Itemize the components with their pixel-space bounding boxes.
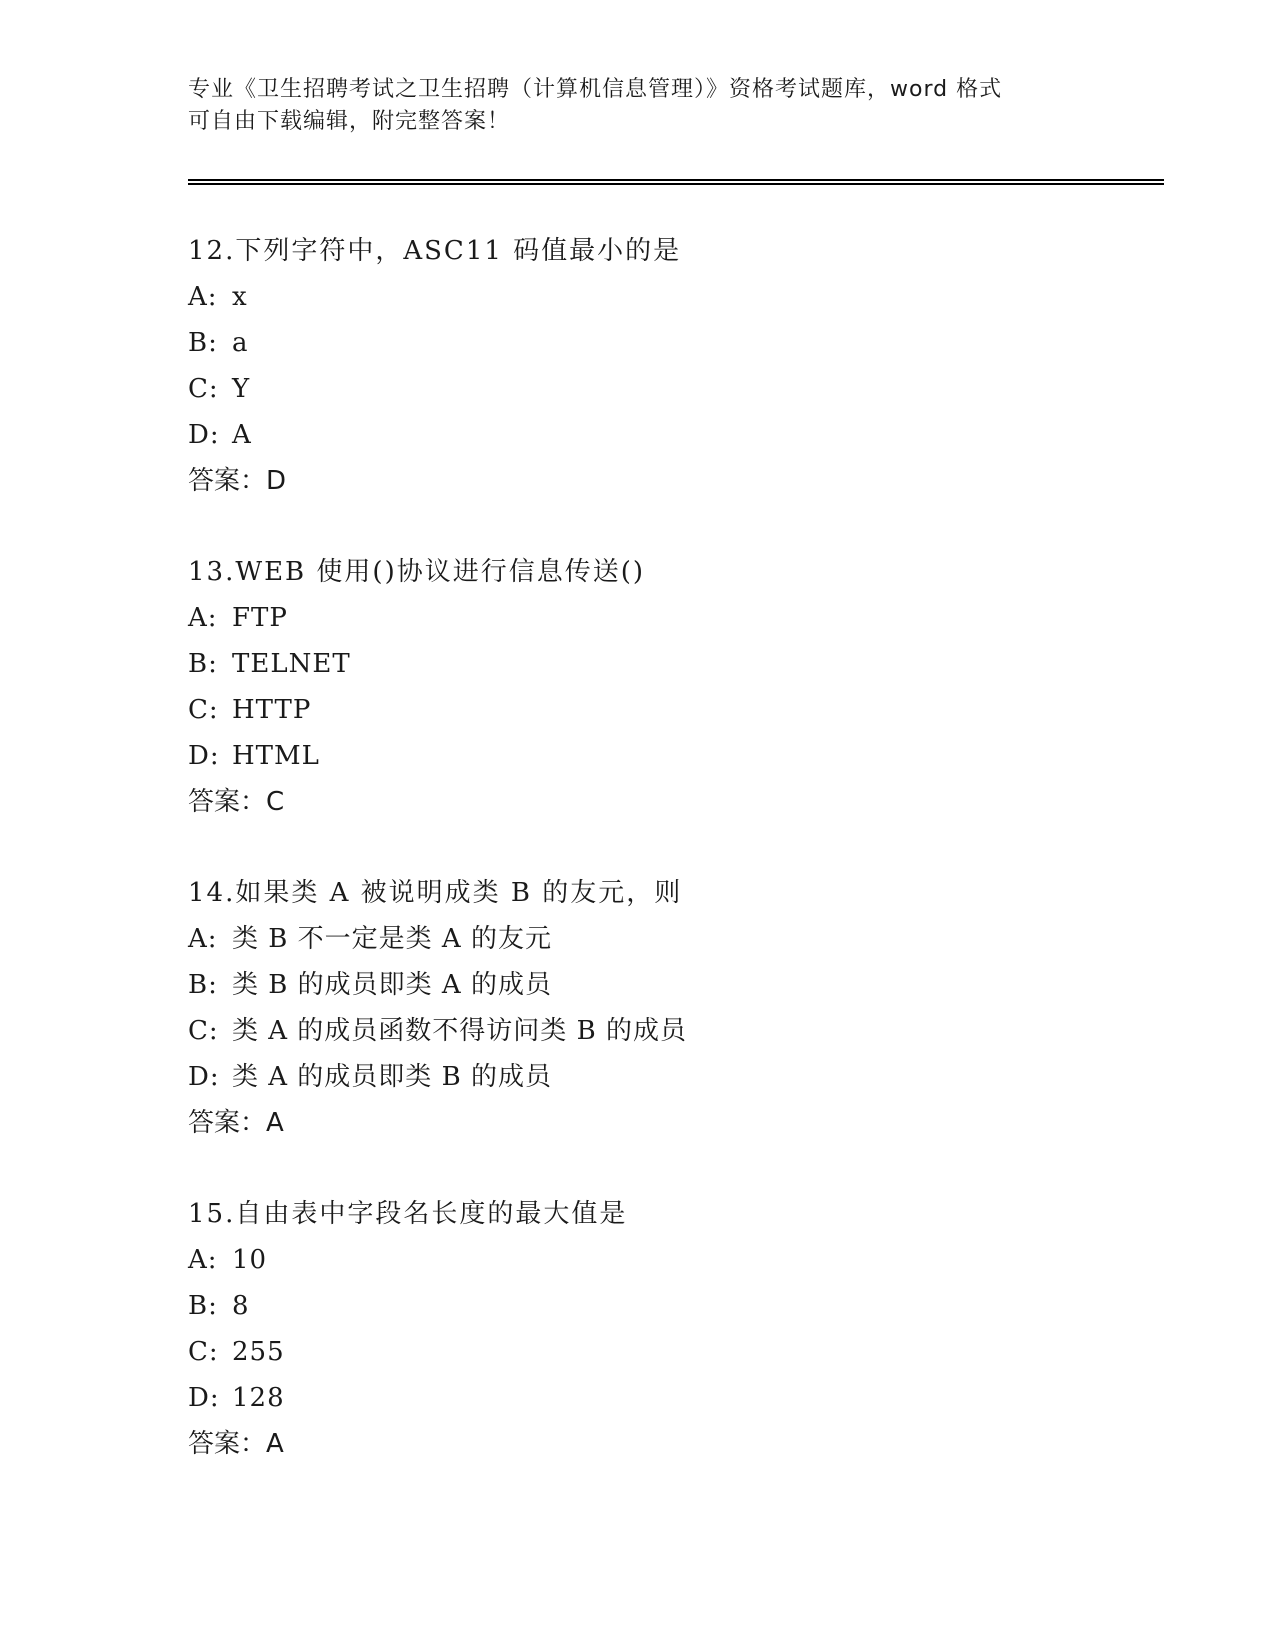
option-d [188, 1061, 1168, 1107]
option-a [188, 923, 1168, 969]
option-c [188, 1336, 1168, 1382]
option-value: a [232, 328, 249, 358]
question-12 [188, 235, 1168, 556]
answer-text: 答案：D [188, 466, 287, 496]
option-key: C: [188, 1337, 219, 1367]
question-13 [188, 556, 1168, 877]
document-header [188, 74, 1088, 138]
question-text: 14.如果类 A 被说明成类 B 的友元，则 [188, 878, 683, 908]
header-line-1: 专业《卫生招聘考试之卫生招聘（计算机信息管理）》资格考试题库，word 格式 [188, 77, 1003, 102]
option-value: 128 [232, 1383, 285, 1413]
option-key: B: [188, 1291, 218, 1321]
option-b [188, 969, 1168, 1015]
option-d [188, 419, 1168, 465]
option-value: 8 [232, 1291, 250, 1321]
double-divider [188, 179, 1164, 185]
question-text: 12.下列字符中，ASC11 码值最小的是 [188, 236, 682, 266]
option-value: HTML [232, 741, 320, 771]
option-value: A [232, 420, 252, 450]
question-15 [188, 1198, 1168, 1519]
question-list [188, 235, 1168, 1519]
option-b [188, 648, 1168, 694]
option-key: D: [188, 420, 220, 450]
option-value: 类 A 的成员函数不得访问类 B 的成员 [232, 1016, 687, 1046]
question-text: 13.WEB 使用()协议进行信息传送() [188, 557, 645, 587]
option-key: D: [188, 741, 220, 771]
option-key: B: [188, 649, 218, 679]
option-value: Y [232, 374, 251, 404]
option-key: D: [188, 1383, 220, 1413]
question-14 [188, 877, 1168, 1198]
option-c [188, 694, 1168, 740]
question-text: 15.自由表中字段名长度的最大值是 [188, 1199, 628, 1229]
option-c [188, 1015, 1168, 1061]
option-value: 类 B 不一定是类 A 的友元 [232, 924, 552, 954]
option-a [188, 281, 1168, 327]
option-c [188, 373, 1168, 419]
option-value: TELNET [232, 649, 351, 679]
option-key: B: [188, 970, 218, 1000]
option-value: FTP [232, 603, 288, 633]
option-key: A: [188, 924, 218, 954]
header-line-2: 可自由下载编辑，附完整答案！ [188, 109, 511, 134]
option-a [188, 1244, 1168, 1290]
option-key: C: [188, 1016, 219, 1046]
option-b [188, 1290, 1168, 1336]
answer-text: 答案：C [188, 787, 285, 817]
option-value: 类 A 的成员即类 B 的成员 [232, 1062, 552, 1092]
option-value: 10 [232, 1245, 268, 1275]
option-key: A: [188, 603, 218, 633]
option-d [188, 740, 1168, 786]
option-key: C: [188, 374, 219, 404]
option-b [188, 327, 1168, 373]
option-key: C: [188, 695, 219, 725]
option-key: D: [188, 1062, 220, 1092]
option-value: 255 [232, 1337, 285, 1367]
option-value: x [232, 282, 248, 312]
option-value: HTTP [232, 695, 312, 725]
answer-text: 答案：A [188, 1429, 284, 1459]
option-key: B: [188, 328, 218, 358]
option-key: A: [188, 1245, 218, 1275]
option-a [188, 602, 1168, 648]
option-value: 类 B 的成员即类 A 的成员 [232, 970, 552, 1000]
answer-text: 答案：A [188, 1108, 284, 1138]
option-key: A: [188, 282, 218, 312]
option-d [188, 1382, 1168, 1428]
